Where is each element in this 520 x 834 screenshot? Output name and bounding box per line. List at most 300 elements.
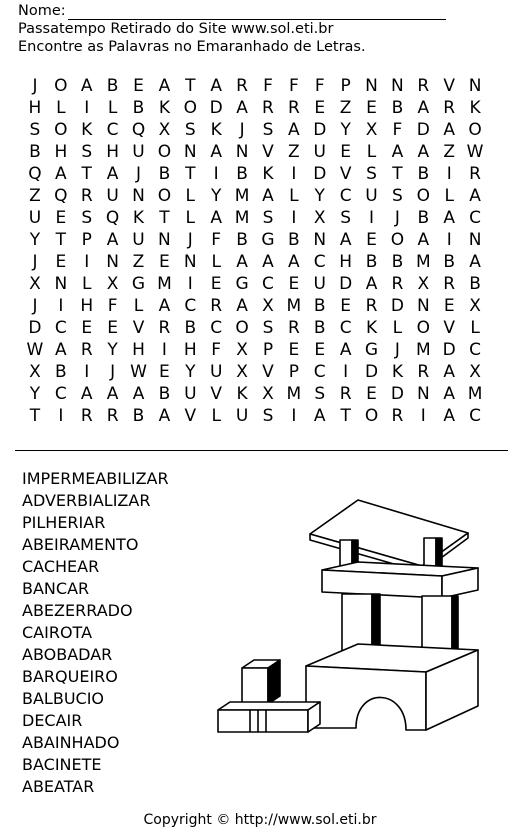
- grid-letter: A: [469, 252, 481, 272]
- grid-letter: K: [365, 318, 378, 338]
- grid-letter: R: [469, 164, 481, 184]
- grid-letter: Q: [131, 120, 146, 140]
- grid-row: [22, 273, 488, 295]
- grid-letter: A: [443, 406, 456, 426]
- grid-letter: G: [131, 274, 146, 294]
- grid-letter: B: [288, 230, 300, 250]
- grid-letter: Z: [132, 252, 145, 272]
- grid-letter: L: [56, 98, 66, 118]
- grid-letter: A: [210, 208, 222, 228]
- grid-letter: B: [184, 318, 197, 338]
- grid-letter: R: [287, 98, 300, 118]
- grid-letter: B: [313, 296, 326, 316]
- grid-letter: X: [29, 362, 41, 382]
- grid-row: [22, 383, 488, 405]
- grid-letter: J: [32, 252, 38, 272]
- grid-letter: K: [391, 362, 403, 382]
- grid-letter: I: [369, 208, 375, 228]
- grid-letter: T: [55, 230, 67, 250]
- grid-letter: S: [262, 208, 274, 228]
- grid-letter: E: [340, 296, 351, 316]
- grid-letter: S: [262, 120, 274, 140]
- grid-letter: N: [132, 186, 145, 206]
- grid-letter: E: [314, 340, 326, 360]
- grid-letter: T: [159, 208, 170, 228]
- grid-letter: A: [106, 164, 119, 184]
- grid-letter: R: [106, 406, 119, 426]
- grid-letter: C: [262, 274, 274, 294]
- grid-letter: K: [158, 98, 170, 118]
- grid-letter: J: [32, 76, 38, 96]
- grid-letter: F: [211, 340, 222, 360]
- grid-letter: Y: [29, 384, 41, 404]
- grid-letter: I: [291, 164, 297, 184]
- grid-letter: A: [443, 208, 456, 228]
- grid-letter: H: [106, 142, 120, 162]
- grid-letter: W: [130, 362, 147, 382]
- grid-letter: A: [106, 384, 119, 404]
- grid-letter: N: [183, 252, 197, 272]
- grid-letter: Q: [28, 164, 42, 184]
- grid-letter: R: [391, 274, 404, 294]
- grid-letter: M: [415, 340, 431, 360]
- grid-letter: R: [236, 76, 248, 96]
- grid-letter: R: [80, 186, 93, 206]
- grid-letter: O: [416, 186, 430, 206]
- grid-letter: I: [161, 340, 167, 360]
- grid-letter: V: [339, 164, 352, 184]
- grid-letter: H: [54, 142, 68, 162]
- grid-letter: D: [442, 340, 456, 360]
- word-list-item: ABEIRAMENTO: [22, 535, 139, 554]
- grid-letter: N: [183, 142, 197, 162]
- grid-letter: R: [391, 406, 404, 426]
- grid-letter: A: [469, 186, 481, 206]
- grid-letter: E: [210, 274, 222, 294]
- word-list-item: ABOBADAR: [22, 645, 113, 664]
- word-list-item: ABEZERRADO: [22, 601, 133, 620]
- grid-letter: B: [417, 164, 430, 184]
- grid-letter: T: [340, 406, 351, 426]
- grid-letter: B: [469, 274, 481, 294]
- grid-letter: J: [110, 362, 116, 382]
- grid-letter: A: [339, 230, 352, 250]
- grid-letter: N: [416, 296, 430, 316]
- grid-letter: H: [28, 98, 42, 118]
- grid-letter: A: [236, 98, 248, 118]
- grid-letter: R: [443, 274, 456, 294]
- grid-letter: P: [262, 340, 274, 360]
- grid-letter: V: [262, 362, 274, 382]
- grid-letter: E: [340, 142, 351, 162]
- grid-letter: A: [55, 340, 67, 360]
- grid-letter: I: [446, 164, 452, 184]
- grid-letter: A: [443, 384, 456, 404]
- grid-letter: O: [364, 406, 379, 426]
- grid-letter: X: [365, 120, 378, 140]
- grid-letter: L: [211, 406, 221, 426]
- grid-letter: A: [80, 76, 93, 96]
- word-list-item: BALBUCIO: [22, 689, 105, 708]
- grid-letter: N: [158, 230, 171, 250]
- grid-letter: P: [288, 362, 299, 382]
- flat-plank-top: [218, 702, 320, 710]
- grid-letter: O: [54, 120, 68, 140]
- grid-letter: L: [470, 318, 480, 338]
- grid-letter: D: [416, 120, 430, 140]
- grid-letter: X: [236, 340, 248, 360]
- grid-row: [22, 317, 488, 339]
- grid-letter: X: [158, 120, 171, 140]
- grid-letter: A: [339, 340, 352, 360]
- divider: [15, 450, 508, 451]
- grid-row: [22, 339, 488, 361]
- grid-letter: M: [157, 274, 172, 294]
- grid-letter: A: [158, 406, 171, 426]
- grid-letter: E: [314, 98, 326, 118]
- name-blank-line: [68, 5, 446, 20]
- grid-letter: N: [468, 76, 482, 96]
- grid-letter: F: [263, 76, 273, 96]
- word-list: [22, 468, 169, 798]
- grid-letter: M: [286, 384, 302, 404]
- grid-letter: K: [81, 120, 93, 140]
- grid-letter: M: [234, 186, 250, 206]
- grid-letter: B: [391, 98, 404, 118]
- grid-letter: U: [313, 142, 326, 162]
- grid-row: [22, 163, 488, 185]
- grid-letter: H: [339, 252, 353, 272]
- grid-letter: H: [183, 340, 197, 360]
- grid-letter: A: [236, 296, 248, 316]
- grid-letter: T: [81, 164, 92, 184]
- grid-letter: K: [236, 384, 248, 404]
- grid-letter: Z: [339, 98, 352, 118]
- grid-letter: K: [210, 120, 222, 140]
- grid-letter: O: [54, 76, 68, 96]
- grid-letter: A: [443, 362, 456, 382]
- grid-letter: J: [187, 230, 193, 250]
- grid-letter: B: [158, 384, 171, 404]
- grid-letter: L: [133, 296, 144, 316]
- name-row: [18, 2, 446, 20]
- name-label: Nome:: [18, 3, 66, 19]
- grid-letter: F: [288, 76, 299, 96]
- grid-letter: A: [210, 76, 222, 96]
- grid-letter: J: [136, 164, 142, 184]
- grid-letter: B: [132, 406, 145, 426]
- grid-letter: S: [29, 120, 41, 140]
- grid-letter: A: [391, 142, 404, 162]
- grid-letter: X: [262, 296, 274, 316]
- grid-letter: D: [339, 274, 353, 294]
- worksheet-header: [18, 2, 446, 56]
- grid-letter: O: [157, 142, 172, 162]
- grid-row: [22, 141, 488, 163]
- grid-letter: I: [84, 98, 90, 118]
- grid-letter: R: [417, 362, 430, 382]
- grid-letter: O: [390, 230, 405, 250]
- grid-letter: A: [417, 98, 430, 118]
- grid-letter: D: [364, 362, 379, 382]
- grid-letter: L: [211, 252, 221, 272]
- grid-letter: I: [58, 296, 64, 316]
- grid-letter: I: [187, 274, 193, 294]
- grid-letter: F: [314, 76, 325, 96]
- grid-letter: L: [185, 208, 196, 228]
- grid-letter: W: [26, 340, 44, 360]
- grid-letter: M: [286, 296, 302, 316]
- grid-letter: N: [235, 142, 249, 162]
- grid-letter: B: [443, 252, 456, 272]
- grid-letter: H: [132, 340, 145, 360]
- grid-letter: B: [158, 164, 171, 184]
- grid-row: [22, 185, 488, 207]
- grid-letter: Y: [210, 186, 222, 206]
- grid-letter: X: [313, 208, 326, 228]
- grid-letter: M: [234, 208, 250, 228]
- grid-letter: E: [288, 274, 300, 294]
- grid-letter: I: [343, 362, 349, 382]
- word-list-item: IMPERMEABILIZAR: [22, 469, 169, 488]
- grid-letter: P: [340, 76, 351, 96]
- grid-row: [22, 405, 488, 427]
- grid-letter: X: [469, 296, 481, 316]
- grid-letter: P: [81, 230, 92, 250]
- grid-letter: L: [107, 98, 118, 118]
- grid-letter: C: [210, 318, 223, 338]
- grid-letter: B: [236, 230, 248, 250]
- grid-letter: C: [469, 208, 482, 228]
- word-list-item: CACHEAR: [22, 557, 100, 576]
- grid-letter: V: [210, 384, 222, 404]
- grid-letter: B: [313, 318, 326, 338]
- grid-row: [22, 229, 488, 251]
- grid-letter: T: [392, 164, 403, 184]
- grid-letter: D: [313, 120, 327, 140]
- grid-letter: G: [235, 274, 249, 294]
- grid-letter: J: [32, 296, 38, 316]
- grid-letter: I: [84, 252, 90, 272]
- grid-letter: C: [54, 318, 67, 338]
- grid-letter: S: [262, 318, 274, 338]
- word-list-item: BACINETE: [22, 755, 102, 774]
- grid-letter: F: [107, 296, 118, 316]
- grid-letter: A: [417, 230, 430, 250]
- grid-letter: A: [365, 274, 378, 294]
- grid-letter: O: [157, 186, 172, 206]
- grid-letter: U: [184, 384, 197, 404]
- grid-letter: A: [443, 120, 456, 140]
- grid-letter: F: [392, 120, 403, 140]
- grid-letter: D: [390, 384, 404, 404]
- grid-letter: R: [158, 318, 171, 338]
- grid-letter: R: [287, 318, 300, 338]
- instructions: Encontre as Palavras no Emaranhado de Letras.: [18, 39, 366, 55]
- grid-letter: X: [236, 362, 248, 382]
- grid-letter: E: [288, 340, 300, 360]
- grid-letter: S: [340, 208, 352, 228]
- grid-row: [22, 75, 488, 97]
- grid-letter: R: [339, 384, 352, 404]
- grid-letter: S: [392, 186, 403, 206]
- grid-letter: S: [262, 406, 274, 426]
- grid-letter: O: [416, 318, 430, 338]
- grid-letter: K: [262, 164, 274, 184]
- grid-letter: I: [420, 406, 426, 426]
- word-list-item: PILHERIAR: [22, 513, 106, 532]
- grid-row: [22, 251, 488, 273]
- lower-pillar-right: [422, 596, 452, 654]
- grid-letter: J: [394, 340, 400, 360]
- grid-letter: N: [416, 384, 430, 404]
- grid-letter: R: [443, 98, 456, 118]
- grid-letter: B: [106, 76, 119, 96]
- grid-letter: I: [213, 164, 219, 184]
- grid-letter: X: [29, 274, 41, 294]
- grid-letter: V: [184, 406, 197, 426]
- grid-letter: E: [107, 318, 118, 338]
- grid-letter: C: [469, 340, 482, 360]
- grid-letter: N: [313, 230, 327, 250]
- grid-letter: E: [366, 384, 377, 404]
- grid-letter: U: [132, 230, 145, 250]
- grid-letter: R: [210, 296, 223, 316]
- grid-letter: C: [184, 296, 197, 316]
- grid-letter: D: [28, 318, 42, 338]
- grid-letter: J: [394, 208, 400, 228]
- grid-letter: X: [262, 384, 274, 404]
- grid-letter: A: [417, 142, 430, 162]
- grid-letter: A: [132, 384, 145, 404]
- grid-letter: E: [443, 296, 455, 316]
- grid-letter: U: [209, 362, 223, 382]
- grid-row: [22, 97, 488, 119]
- grid-letter: R: [417, 76, 430, 96]
- grid-letter: C: [54, 384, 67, 404]
- grid-letter: A: [288, 120, 300, 140]
- grid-letter: U: [28, 208, 42, 228]
- grid-letter: L: [289, 186, 299, 206]
- grid-letter: Y: [29, 230, 41, 250]
- grid-letter: F: [211, 230, 222, 250]
- grid-letter: A: [236, 252, 248, 272]
- grid-letter: I: [291, 208, 297, 228]
- grid-letter: R: [80, 340, 93, 360]
- grid-letter: B: [132, 98, 145, 118]
- grid-letter: E: [55, 252, 67, 272]
- grid-letter: D: [313, 164, 327, 184]
- grid-letter: E: [159, 252, 170, 272]
- grid-letter: O: [468, 120, 482, 140]
- grid-letter: Z: [443, 142, 456, 162]
- grid-letter: L: [366, 142, 377, 162]
- word-list-item: ABAINHADO: [22, 733, 120, 752]
- grid-letter: A: [80, 384, 93, 404]
- grid-letter: Z: [29, 186, 41, 206]
- grid-letter: A: [288, 252, 300, 272]
- grid-letter: E: [366, 230, 377, 250]
- grid-letter: Z: [288, 142, 300, 162]
- grid-letter: A: [262, 252, 274, 272]
- grid-row: [22, 295, 488, 317]
- grid-letter: V: [262, 142, 274, 162]
- grid-letter: O: [183, 98, 197, 118]
- grid-letter: S: [81, 208, 93, 228]
- grid-letter: W: [466, 142, 484, 162]
- grid-letter: Q: [105, 208, 120, 228]
- grid-letter: V: [443, 318, 456, 338]
- grid-letter: E: [366, 98, 377, 118]
- grid-letter: Y: [185, 362, 196, 382]
- grid-letter: A: [106, 230, 119, 250]
- grid-letter: K: [469, 98, 481, 118]
- grid-letter: C: [313, 362, 326, 382]
- grid-letter: A: [262, 186, 274, 206]
- grid-row: [22, 361, 488, 383]
- building-blocks-illustration: [210, 478, 510, 738]
- grid-letter: L: [185, 186, 196, 206]
- grid-letter: E: [159, 362, 170, 382]
- grid-letter: E: [55, 208, 67, 228]
- grid-letter: J: [239, 120, 245, 140]
- grid-letter: B: [365, 252, 378, 272]
- grid-letter: C: [339, 186, 352, 206]
- grid-letter: B: [417, 208, 430, 228]
- grid-letter: U: [132, 142, 145, 162]
- word-list-item: BANCAR: [22, 579, 90, 598]
- grid-letter: M: [415, 252, 431, 272]
- grid-letter: U: [106, 186, 119, 206]
- grid-letter: I: [291, 406, 297, 426]
- word-list-item: ABEATAR: [22, 777, 95, 796]
- grid-letter: R: [80, 406, 93, 426]
- grid-letter: I: [84, 362, 90, 382]
- grid-letter: I: [446, 230, 452, 250]
- grid-letter: X: [417, 274, 430, 294]
- grid-letter: X: [106, 274, 119, 294]
- grid-letter: B: [236, 164, 248, 184]
- grid-letter: B: [391, 252, 404, 272]
- grid-letter: C: [339, 318, 352, 338]
- grid-letter: A: [55, 164, 67, 184]
- word-list-item: ADVERBIALIZAR: [22, 491, 151, 510]
- grid-letter: E: [81, 318, 93, 338]
- grid-letter: S: [81, 142, 93, 162]
- grid-letter: T: [185, 164, 196, 184]
- grid-letter: T: [29, 406, 41, 426]
- copyright-footer: Copyright © http://www.sol.eti.br: [143, 812, 377, 828]
- grid-letter: D: [209, 98, 223, 118]
- grid-letter: S: [366, 164, 377, 184]
- grid-letter: L: [392, 318, 403, 338]
- grid-letter: A: [158, 296, 171, 316]
- grid-letter: Y: [314, 186, 325, 206]
- grid-letter: Q: [54, 186, 68, 206]
- grid-letter: G: [364, 340, 379, 360]
- grid-letter: M: [467, 384, 483, 404]
- grid-letter: V: [132, 318, 145, 338]
- grid-letter: Y: [340, 120, 351, 140]
- grid-letter: N: [365, 76, 378, 96]
- grid-letter: L: [444, 186, 454, 206]
- grid-letter: N: [106, 252, 119, 272]
- grid-letter: S: [314, 384, 326, 404]
- grid-letter: K: [132, 208, 145, 228]
- grid-letter: I: [58, 406, 64, 426]
- grid-letter: A: [313, 406, 326, 426]
- letter-grid: [22, 75, 488, 427]
